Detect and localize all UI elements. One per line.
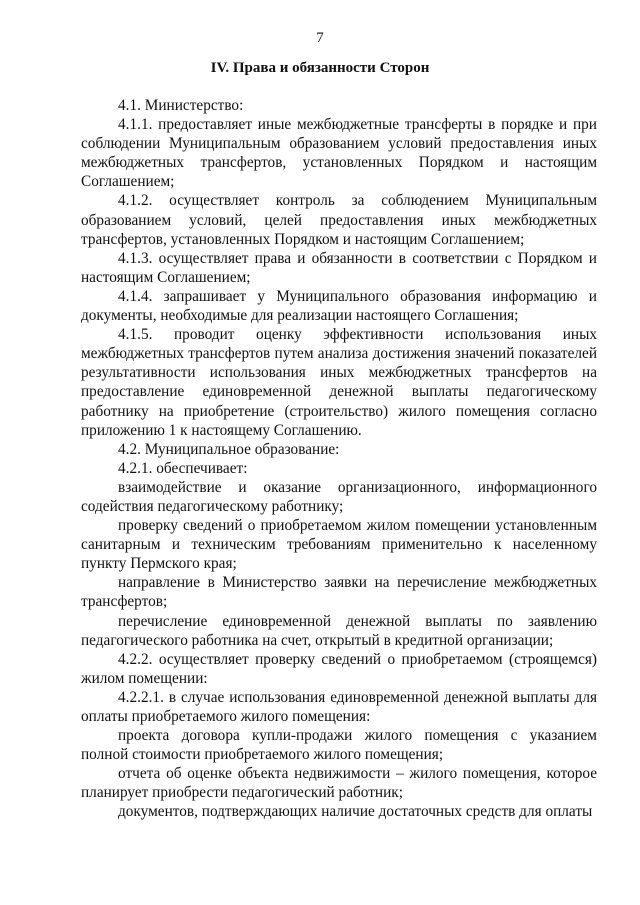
paragraph-funds-documents: документов, подтверждающих наличие достаточных средств для оплаты: [118, 803, 593, 821]
document-body: [81, 96, 597, 822]
paragraph-4-1-4: 4.1.4. запрашивает у Муниципального образования информацию и документы, необходимые для реализации настоящего Соглашения;: [81, 287, 597, 325]
paragraph-4-2-2: 4.2.2. осуществляет проверку сведений о приобретаемом (строящемся) жилом помещении:: [81, 650, 597, 687]
paragraph-valuation-report: отчета об оценке объекта недвижимости – жилого помещения, которое планирует приобрести педагогический работник;: [81, 765, 597, 802]
page-number: 7: [316, 30, 324, 46]
paragraph-4-1-5: 4.1.5. проводит оценку эффективности использования иных межбюджетных трансфертов путем анализа достижения значений показателей результативности использования иных межбюджетных трансфертов на предоставление единовременной денежной выплаты педагогическому работнику на приобретение (строительство) жилого помещения согласно приложению 1 к настоящему Соглашению.: [81, 326, 597, 439]
paragraph-transfer: перечисление единовременной денежной выплаты по заявлению педагогического работника на счет, открытый в кредитной организации;: [81, 612, 597, 649]
paragraph-4-1: 4.1. Министерство:: [118, 97, 244, 114]
paragraph-contract-draft: проекта договора купли-продажи жилого помещения с указанием полной стоимости приобретаемого жилого помещения;: [81, 727, 597, 764]
paragraph-application: направление в Министерство заявки на перечисление межбюджетных трансфертов;: [81, 574, 597, 611]
paragraph-cooperation: взаимодействие и оказание организационного, информационного содействия педагогическому работнику;: [81, 478, 597, 515]
paragraph-4-2-2-1: 4.2.2.1. в случае использования единовременной денежной выплаты для оплаты приобретаемого жилого помещения:: [81, 688, 597, 725]
paragraph-4-1-3: 4.1.3. осуществляет права и обязанности в соответствии с Порядком и настоящим Соглашением;: [81, 249, 597, 286]
paragraph-verification: проверку сведений о приобретаемом жилом помещении установленным санитарным и техническим требованиям применительно к населенному пункту Пермского края;: [81, 517, 597, 573]
paragraph-4-1-1: 4.1.1. предоставляет иные межбюджетные трансферты в порядке и при соблюдении Муниципальным образованием условий предоставления иных межбюджетных трансфертов, установленных Порядком и настоящим Соглашением;: [81, 116, 597, 191]
paragraph-4-2-1: 4.2.1. обеспечивает:: [118, 459, 248, 477]
paragraph-4-1-2: 4.1.2. осуществляет контроль за соблюдением Муниципальным образованием условий, целей предоставления иных межбюджетных трансфертов, установленных Порядком и настоящим Соглашением;: [81, 192, 597, 248]
section-title: IV. Права и обязанности Сторон: [210, 60, 430, 76]
paragraph-4-2: 4.2. Муниципальное образование:: [118, 440, 340, 458]
